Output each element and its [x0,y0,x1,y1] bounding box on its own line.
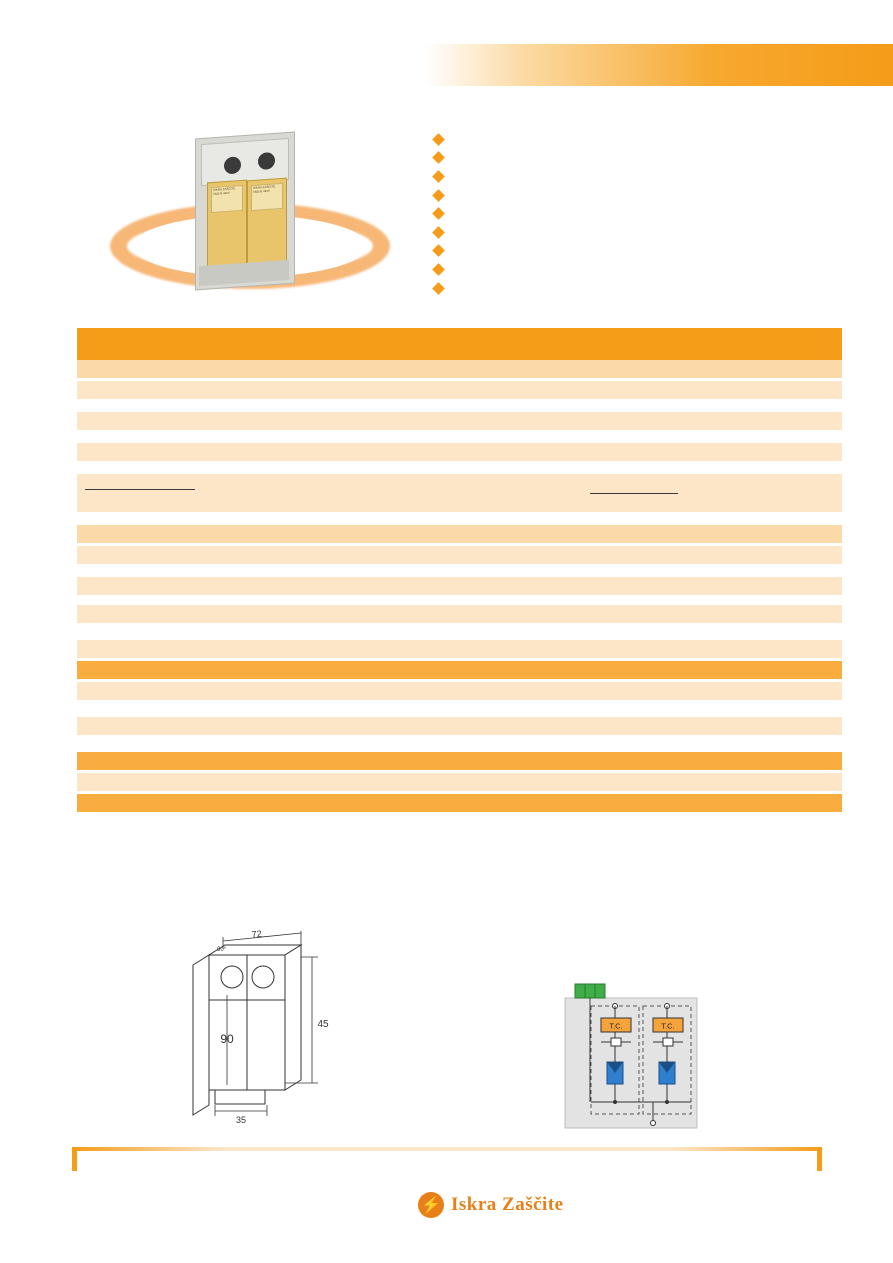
table-cell-value [425,794,842,812]
header-banner [425,44,893,86]
row-spacer [77,402,842,412]
table-cell-label [77,605,425,623]
table-cell-value [425,773,842,791]
table-cell-value [425,474,842,512]
circuit-diagram [565,980,705,1130]
table-cell-label [77,577,425,595]
table-row [77,546,842,564]
table-cell-label [77,682,425,700]
table-title-bar [77,328,842,360]
table-cell-label [77,752,425,770]
fraction-numerator [590,483,678,494]
table-cell-label [77,546,425,564]
table-cell-label [77,412,425,430]
specification-table [77,328,842,815]
table-cell-label [77,794,425,812]
table-row [77,605,842,623]
diamond-bullet-icon [432,244,445,257]
table-cell-value [425,605,842,623]
dim-height-left: 90 [220,1032,234,1046]
table-section-header [77,525,842,543]
device-socket-2 [258,152,275,170]
feature-item [434,130,854,149]
footer-tick-left [72,1147,77,1171]
feature-item [434,223,854,242]
table-row [77,717,842,735]
dim-height-right: 45 [317,1019,329,1030]
table-section-header [77,360,842,378]
diamond-bullet-icon [432,282,445,295]
row-spacer [77,703,842,717]
feature-item [434,167,854,186]
company-name: Iskra Zaščite [451,1194,564,1215]
device-illustration [195,135,303,293]
footer-divider [72,1147,822,1151]
table-cell-value [425,577,842,595]
row-spacer [77,433,842,443]
dim-width-top: 72 [251,928,263,940]
table-cell-value [425,381,842,399]
diamond-bullet-icon [432,226,445,239]
diamond-bullet-icon [432,170,445,183]
device-socket-1 [224,156,241,174]
circuit-block-label-1: T.C. [609,1021,623,1031]
table-cell-value [425,661,842,679]
feature-item [434,279,854,298]
table-cell-value [425,443,842,461]
table-row-fraction [77,474,842,512]
table-cell-value [425,682,842,700]
row-spacer [77,515,842,525]
table-row [77,412,842,430]
feature-list [434,130,854,297]
fraction-value [590,483,678,504]
company-logo [418,1192,564,1218]
table-cell-value [425,717,842,735]
feature-item [434,149,854,168]
diamond-bullet-icon [432,152,445,165]
table-row [77,381,842,399]
table-row-highlight [77,661,842,679]
table-row [77,682,842,700]
row-spacer [77,626,842,640]
table-cell-value [425,640,842,658]
table-cell-value [425,752,842,770]
table-row [77,443,842,461]
table-cell-label [77,640,425,658]
product-photo [95,125,405,305]
fraction-denominator [590,494,678,504]
dim-angle-label: 90° [217,947,227,953]
feature-item [434,204,854,223]
table-cell-label [77,474,425,512]
row-spacer [77,567,842,577]
diamond-bullet-icon [432,133,445,146]
dim-depth-bottom: 35 [235,1115,247,1125]
table-cell-label [77,381,425,399]
table-cell-label [77,773,425,791]
table-cell-value [425,546,842,564]
table-row [77,577,842,595]
table-cell-label [77,661,425,679]
table-cell-value [425,412,842,430]
lightning-icon: ⚡ [418,1192,444,1218]
diamond-bullet-icon [432,263,445,276]
device-cartridge-2 [247,178,287,269]
dimension-drawing [175,928,375,1135]
diamond-bullet-icon [432,207,445,220]
feature-item [434,186,854,205]
cartridge-label-1: ISKRA ZAŠČITE VM2-B 440V [211,185,243,213]
table-cell-label [77,443,425,461]
feature-item [434,260,854,279]
feature-item [434,242,854,261]
device-cartridge-1 [207,180,247,271]
table-row-highlight [77,794,842,812]
table-row [77,640,842,658]
table-cell-label-underlined [85,477,195,490]
footer-tick-right [817,1147,822,1171]
table-row-highlight [77,752,842,770]
circuit-block-label-2: T.C. [661,1021,675,1031]
row-spacer [77,598,842,605]
cartridge-label-2: ISKRA ZAŠČITE VM2-B 440V [251,183,283,211]
row-spacer [77,738,842,752]
row-spacer [77,464,842,474]
table-row [77,773,842,791]
diamond-bullet-icon [432,189,445,202]
table-cell-label [77,717,425,735]
